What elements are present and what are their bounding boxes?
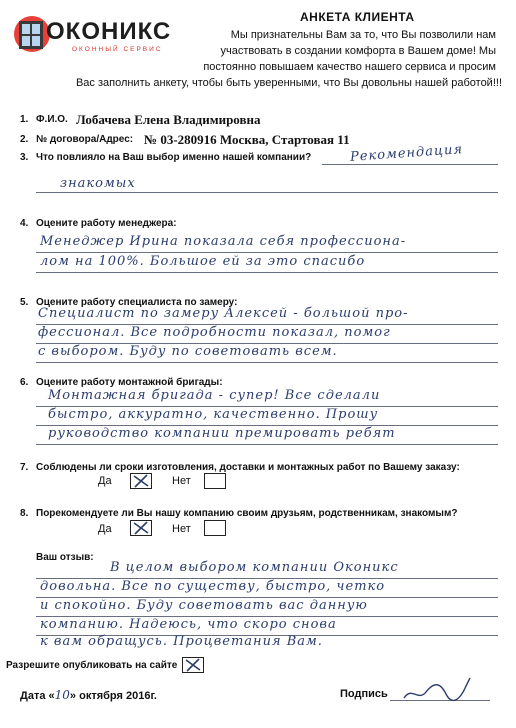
q8-no-label: Нет — [172, 523, 191, 535]
q4-number: 4. — [20, 218, 29, 229]
q5-answer-1[interactable]: Специалист по замеру Алексей - большой про- — [38, 306, 409, 321]
q5-answer-3[interactable]: с выбором. Буду по советовать всем. — [38, 344, 338, 359]
q6-answer-3[interactable]: руководство компании премировать ребят — [48, 426, 396, 441]
intro-line-4: Вас заполнить анкету, чтобы быть уверенными, что Вы довольны нашей работой!!! — [75, 77, 502, 89]
q1-number: 1. — [20, 114, 29, 125]
q1-value[interactable]: Лобачева Елена Владимировна — [76, 112, 261, 127]
q2-number: 2. — [20, 134, 29, 145]
company-logo — [10, 10, 210, 70]
logo-wordmark: ОКОНИКС — [46, 18, 172, 45]
q8-label: Порекомендуете ли Вы нашу компанию своим друзьям, родственникам, знакомым? — [36, 508, 458, 519]
q7-yes-checkbox[interactable] — [130, 473, 152, 489]
q8-no-checkbox[interactable] — [204, 520, 226, 536]
intro-line-2: участвовать в создании комфорта в Вашем доме! Мы — [220, 45, 496, 57]
q3-label: Что повлияло на Ваш выбор именно нашей компании? — [36, 152, 312, 163]
review-text-5[interactable]: к вам обращусь. Процветания Вам. — [40, 634, 323, 649]
review-text-3[interactable]: и спокойно. Буду советовать вас данную — [40, 598, 368, 613]
logo-tagline: ОКОННЫЙ СЕРВИС — [72, 46, 163, 53]
q7-number: 7. — [20, 462, 29, 473]
q5-answer-2[interactable]: фессионал. Все подробности показал, помог — [38, 325, 391, 340]
q4-answer-line — [36, 252, 498, 253]
date-field — [20, 688, 157, 702]
q3-answer-1[interactable]: Рекомендация — [349, 142, 464, 165]
q6-label: Оцените работу монтажной бригады: — [36, 377, 223, 388]
q4-answer-line — [36, 272, 498, 273]
window-logo-icon — [10, 10, 50, 62]
signature-label: Подпись — [340, 688, 388, 700]
date-suffix: » октября 2016г. — [69, 690, 157, 702]
q3-answer-line — [36, 192, 498, 193]
check-mark-icon — [131, 521, 151, 535]
q2-label: № договора/Адрес: — [36, 134, 134, 145]
check-mark-icon — [183, 658, 203, 672]
q5-answer-line — [36, 362, 498, 363]
q2-value[interactable]: № 03-280916 Москва, Стартовая 11 — [144, 132, 350, 147]
date-prefix: Дата « — [20, 690, 55, 702]
publish-checkbox[interactable] — [182, 657, 204, 673]
q3-answer-line — [322, 164, 498, 165]
form-title: АНКЕТА КЛИЕНТА — [300, 10, 415, 24]
q7-yes-label: Да — [98, 475, 112, 487]
q6-answer-1[interactable]: Монтажная бригада - супер! Все сделали — [48, 388, 381, 403]
q6-answer-2[interactable]: быстро, аккуратно, качественно. Прошу — [48, 407, 379, 422]
q5-number: 5. — [20, 297, 29, 308]
q4-answer-1[interactable]: Менеджер Ирина показала себя профессиона- — [40, 234, 407, 249]
q6-number: 6. — [20, 377, 29, 388]
q3-number: 3. — [20, 152, 29, 163]
q4-answer-2[interactable]: лом на 100%. Большое ей за это спасибо — [40, 254, 366, 269]
check-mark-icon — [131, 474, 151, 488]
q7-label: Соблюдены ли сроки изготовления, доставки и монтажных работ по Вашему заказу: — [36, 462, 460, 473]
q8-yes-label: Да — [98, 523, 112, 535]
intro-line-1: Мы признательны Вам за то, что Вы позволили нам — [230, 29, 496, 41]
q7-no-label: Нет — [172, 475, 191, 487]
q5-label: Оцените работу специалиста по замеру: — [36, 297, 238, 308]
q6-answer-line — [36, 444, 498, 445]
q8-yes-checkbox[interactable] — [130, 520, 152, 536]
q8-number: 8. — [20, 508, 29, 519]
review-text-4[interactable]: компанию. Надеюсь, что скоро снова — [40, 617, 337, 632]
q1-label: Ф.И.О. — [36, 114, 68, 125]
review-text-2[interactable]: довольна. Все по существу, быстро, четко — [40, 579, 386, 594]
signature-scribble-icon[interactable] — [400, 672, 480, 706]
date-day[interactable]: 10 — [54, 688, 70, 702]
q3-answer-2[interactable]: знакомых — [60, 176, 136, 191]
q7-no-checkbox[interactable] — [204, 473, 226, 489]
q4-label: Оцените работу менеджера: — [36, 218, 177, 229]
publish-label: Разрешите опубликовать на сайте — [6, 660, 178, 671]
intro-line-3: постоянно повышаем качество нашего сервиса и просим — [203, 61, 496, 73]
review-label: Ваш отзыв: — [36, 552, 94, 563]
review-text-1[interactable]: В целом выбором компании Оконикс — [110, 560, 399, 575]
